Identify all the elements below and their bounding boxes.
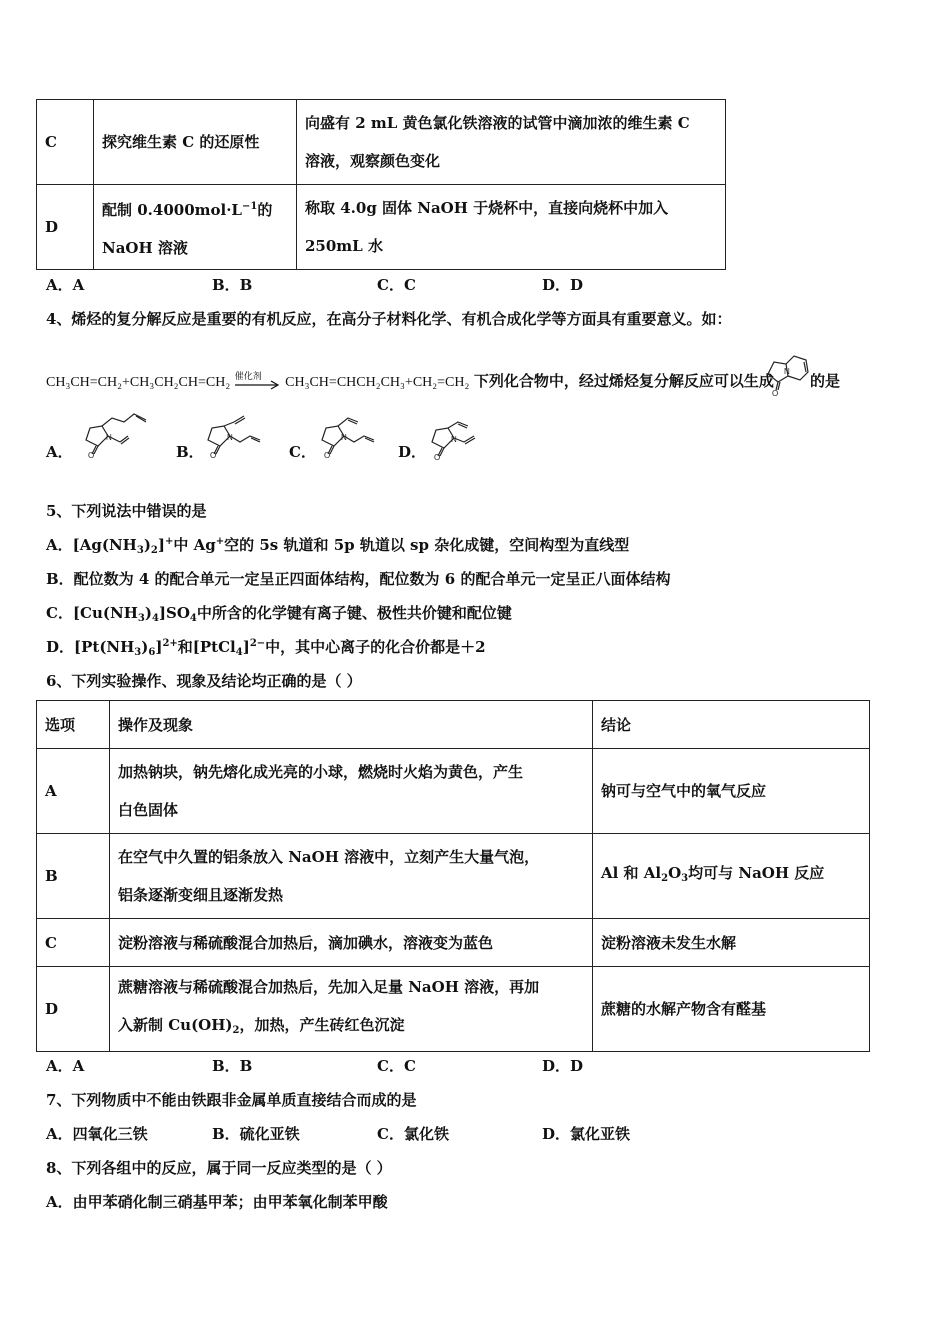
answer-option: B．B <box>212 1057 253 1075</box>
op-line: 称取 4.0g 固体 NaOH 于烧杯中，直接向烧杯中加入 <box>305 199 669 217</box>
row-operation: 淀粉溶液与稀硫酸混合加热后，滴加碘水，溶液变为蓝色 <box>110 919 593 967</box>
q4-option-c: C． <box>289 443 316 461</box>
catalyst-label: 催化剂 <box>234 372 262 382</box>
row-label: A <box>37 749 110 834</box>
answer-option: C．C <box>377 1057 416 1075</box>
svg-text:O: O <box>434 453 441 460</box>
q7-option-b: B．硫化亚铁 <box>212 1125 300 1143</box>
row-label: D <box>37 967 110 1052</box>
row-label: C <box>37 100 94 185</box>
svg-text:O: O <box>324 451 331 460</box>
q4-option-b: B． <box>176 443 204 461</box>
q8-option-a: A．由甲苯硝化制三硝基甲苯；由甲苯氧化制苯甲酸 <box>46 1193 388 1211</box>
q5-stem: 5、下列说法中错误的是 <box>46 502 207 520</box>
row-conclusion: 淀粉溶液未发生水解 <box>593 919 870 967</box>
svg-text:N: N <box>227 433 233 442</box>
row-purpose <box>94 185 297 270</box>
q4-question: 下列化合物中，经过烯烃复分解反应可以生成 <box>473 372 774 390</box>
q4-equation <box>46 370 774 391</box>
molecule-c-icon <box>314 414 394 460</box>
table-row <box>37 967 870 1052</box>
table-row <box>37 834 870 919</box>
reaction-arrow <box>235 373 281 391</box>
experiment-table-1 <box>36 99 726 270</box>
purpose-sup: −1 <box>241 200 258 212</box>
header-option: 选项 <box>37 701 110 749</box>
op-line: 溶液，观察颜色变化 <box>305 152 441 170</box>
row-label: B <box>37 834 110 919</box>
purpose-line2: NaOH 溶液 <box>102 238 188 257</box>
q4-option-a: A． <box>46 443 73 461</box>
purpose-tail: 的 <box>257 200 273 219</box>
table-row <box>37 185 726 270</box>
svg-text:O: O <box>772 389 779 398</box>
molecule-a-icon <box>74 410 164 460</box>
q5-option-c: C．$[Cu(NH_3)_4]SO_4$中所含的化学键有离子键、极性共价键和配位键 <box>46 604 512 624</box>
row-conclusion: Al 和 $Al_2O_3$均可与 NaOH 反应 <box>593 834 870 919</box>
svg-text:N: N <box>341 433 347 442</box>
q5-option-b: B．配位数为 4 的配合单元一定呈正四面体结构，配位数为 6 的配合单元一定呈正八面体结构 <box>46 570 671 588</box>
answer-option: A．A <box>46 276 85 294</box>
row-conclusion: 钠可与空气中的氧气反应 <box>593 749 870 834</box>
row-operation: 在空气中久置的铝条放入 NaOH 溶液中，立刻产生大量气泡， 铝条逐渐变细且逐渐发热 <box>110 834 593 919</box>
q7-stem: 7、下列物质中不能由铁跟非金属单质直接结合而成的是 <box>46 1091 417 1109</box>
q6-stem: 6、下列实验操作、现象及结论均正确的是（ ） <box>46 672 362 690</box>
table-row <box>37 749 870 834</box>
op-line: 250mL 水 <box>305 237 383 255</box>
svg-text:N: N <box>784 367 790 376</box>
row-label: D <box>37 185 94 270</box>
row-conclusion: 蔗糖的水解产物含有醛基 <box>593 967 870 1052</box>
q7-option-c: C．氯化铁 <box>377 1125 449 1143</box>
answer-option: A．A <box>46 1057 85 1075</box>
q4-option-d: D． <box>398 443 427 461</box>
row-operation <box>297 185 726 270</box>
svg-text:O: O <box>210 451 217 460</box>
row-purpose: 探究维生素 C 的还原性 <box>94 100 297 185</box>
op-line: 向盛有 2 mL 黄色氯化铁溶液的试管中滴加浓的维生素 C <box>305 114 690 132</box>
q8-stem: 8、下列各组中的反应，属于同一反应类型的是（ ） <box>46 1159 392 1177</box>
answer-option: C．C <box>377 276 416 294</box>
purpose-text: 配制 0.4000mol·L <box>102 200 242 219</box>
table-header-row <box>37 701 870 749</box>
q4-tail: 的是 <box>810 372 841 390</box>
q5-option-a: A．$[Ag(NH_3)_2]^+$中 Ag+空的 5s 轨道和 5p 轨道以 sp 杂化成键，空间构型为直线型 <box>46 536 630 556</box>
equation-right: CH₃CH=CHCH₂CH₃+CH₂=CH₂ <box>285 375 470 390</box>
table-row <box>37 100 726 185</box>
answer-option: D．D <box>542 276 584 294</box>
row-operation <box>297 100 726 185</box>
svg-text:N: N <box>451 435 457 444</box>
equation-left: CH₃CH=CH₂+CH₃CH₂CH=CH₂ <box>46 375 231 390</box>
answer-option: B．B <box>212 276 253 294</box>
row-label: C <box>37 919 110 967</box>
svg-text:O: O <box>88 451 95 460</box>
header-conclusion: 结论 <box>593 701 870 749</box>
q4-stem: 4、烯烃的复分解反应是重要的有机反应，在高分子材料化学、有机合成化学等方面具有重要意义。如： <box>46 310 732 328</box>
table-row <box>37 919 870 967</box>
q7-option-d: D．氯化亚铁 <box>542 1125 631 1143</box>
answer-option: D．D <box>542 1057 584 1075</box>
molecule-b-icon <box>200 414 280 460</box>
molecule-d-icon <box>424 418 494 460</box>
q7-option-a: A．四氧化三铁 <box>46 1125 148 1143</box>
row-operation: 加热钠块，钠先熔化成光亮的小球，燃烧时火焰为黄色，产生 白色固体 <box>110 749 593 834</box>
header-operation: 操作及现象 <box>110 701 593 749</box>
q5-option-d: D．$[Pt(NH_3)_6]^{2+}$和[PtCl$_4$]$^{2-}$中，其中心离子的化合价都是＋2 <box>46 638 486 658</box>
row-operation: 蔗糖溶液与稀硫酸混合加热后，先加入足量 NaOH 溶液，再加 入新制 $Cu(OH)_2$，加热，产生砖红色沉淀 <box>110 967 593 1052</box>
target-molecule-icon <box>760 352 812 398</box>
experiment-table-2 <box>36 700 870 1052</box>
svg-text:N: N <box>106 433 112 442</box>
arrow-icon <box>235 373 281 391</box>
